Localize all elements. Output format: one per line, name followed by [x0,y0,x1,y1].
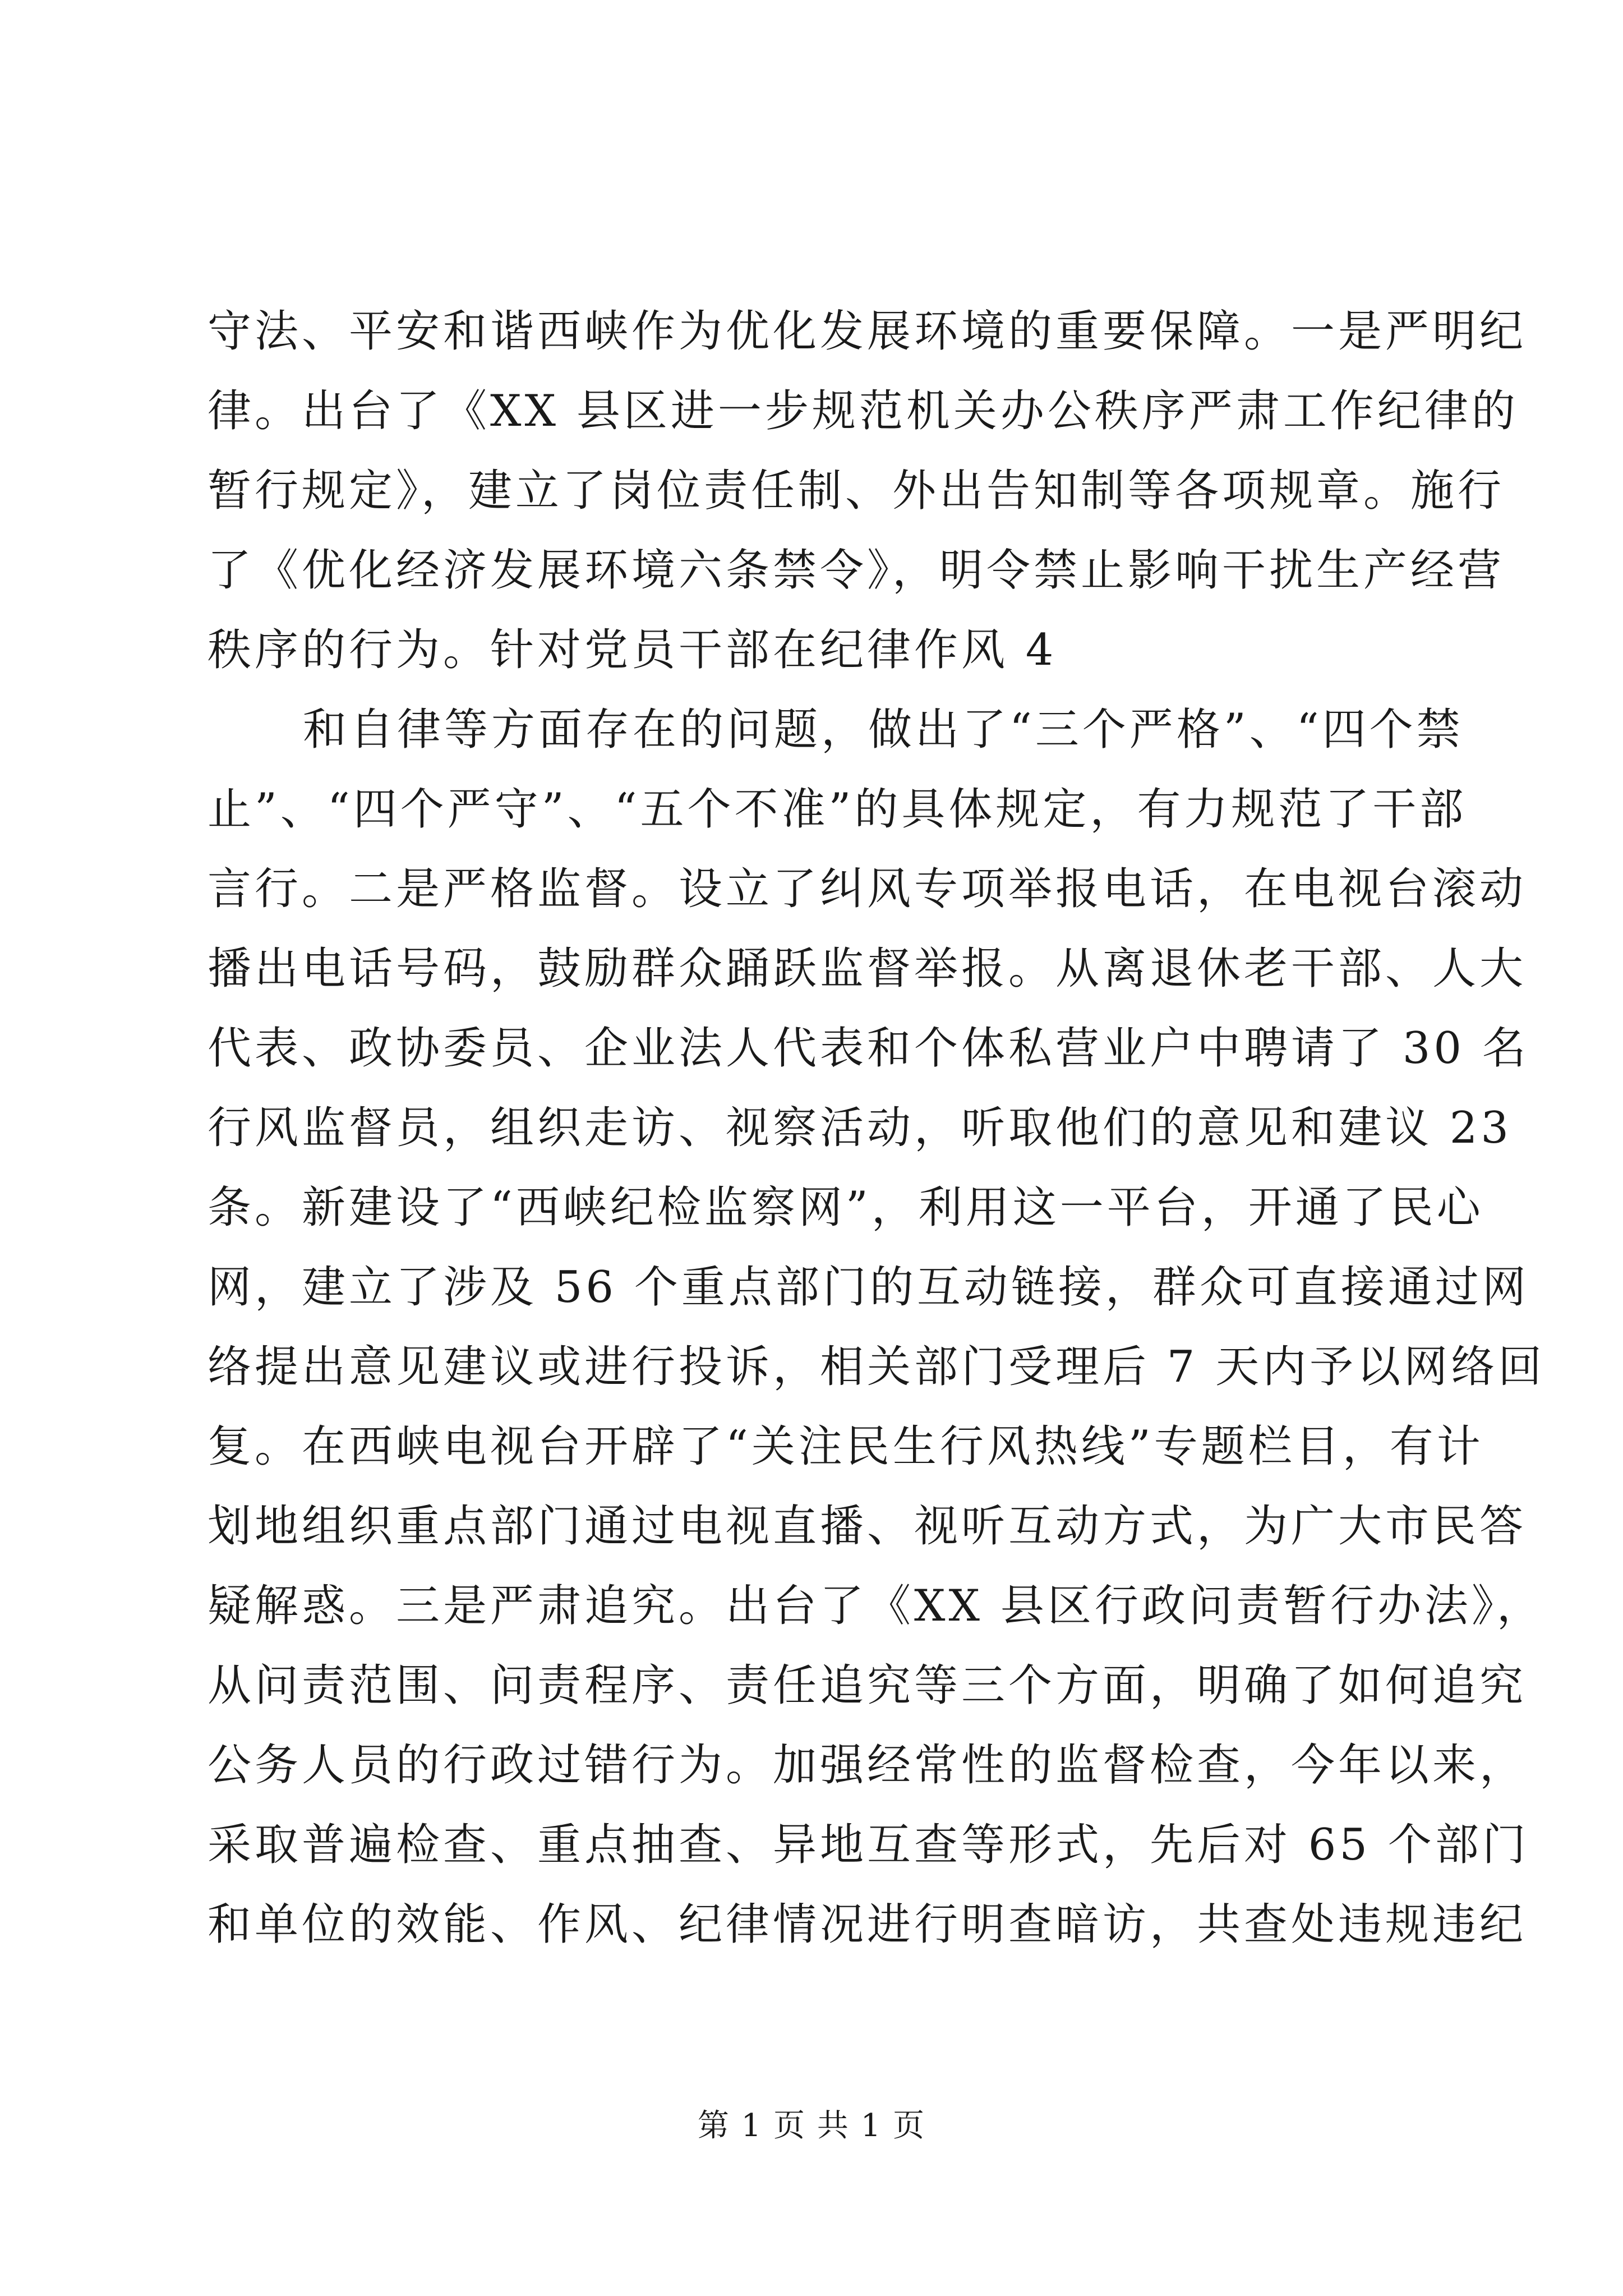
text-line-11: 行风监督员，组织走访、视察活动，听取他们的意见和建议 23 [208,1103,1513,1153]
text-line-17: 疑解惑。三是严肃追究。出台了《XX 县区行政问责暂行办法》， [208,1581,1544,1631]
text-line-9: 播出电话号码，鼓励群众踊跃监督举报。从离退休老干部、人大 [208,944,1527,994]
text-line-14: 络提出意见建议或进行投诉，相关部门受理后 7 天内予以网络回 [208,1342,1546,1392]
text-line-16: 划地组织重点部门通过电视直播、视听互动方式，为广大市民答 [208,1501,1527,1552]
text-line-18: 从问责范围、问责程序、责任追究等三个方面，明确了如何追究 [208,1660,1527,1711]
text-line-2: 律。出台了《XX 县区进一步规范机关办公秩序严肃工作纪律的 [208,386,1519,436]
paragraph-start-line: 和自律等方面存在的问题，做出了“三个严格”、“四个禁 [303,705,1464,755]
text-line-5: 秩序的行为。针对党员干部在纪律作风 4 [208,625,1057,675]
text-line-4: 了《优化经济发展环境六条禁令》，明令禁止影响干扰生产经营 [208,545,1505,596]
page-number-footer: 第 1 页 共 1 页 [697,2108,926,2144]
text-line-21: 和单位的效能、作风、纪律情况进行明查暗访，共查处违规违纪 [208,1899,1527,1950]
text-line-1: 守法、平安和谐西峡作为优化发展环境的重要保障。一是严明纪 [208,306,1527,357]
text-line-12: 条。新建设了“西峡纪检监察网”，利用这一平台，开通了民心 [208,1182,1484,1233]
text-line-20: 采取普遍检查、重点抽查、异地互查等形式，先后对 65 个部门 [208,1820,1529,1870]
body-text [208,292,1546,1964]
text-line-3: 暂行规定》，建立了岗位责任制、外出告知制等各项规章。施行 [208,466,1505,516]
text-line-8: 言行。二是严格监督。设立了纠风专项举报电话，在电视台滚动 [208,864,1527,914]
text-line-15: 复。在西峡电视台开辟了“关注民生行风热线”专题栏目，有计 [208,1421,1484,1472]
text-line-7: 止”、“四个严守”、“五个不准”的具体规定，有力规范了干部 [208,784,1467,835]
text-line-19: 公务人员的行政过错行为。加强经常性的监督检查，今年以来， [208,1740,1527,1791]
text-line-10: 代表、政协委员、企业法人代表和个体私营业户中聘请了 30 名 [208,1023,1529,1074]
text-line-13: 网，建立了涉及 56 个重点部门的互动链接，群众可直接通过网 [208,1262,1529,1313]
